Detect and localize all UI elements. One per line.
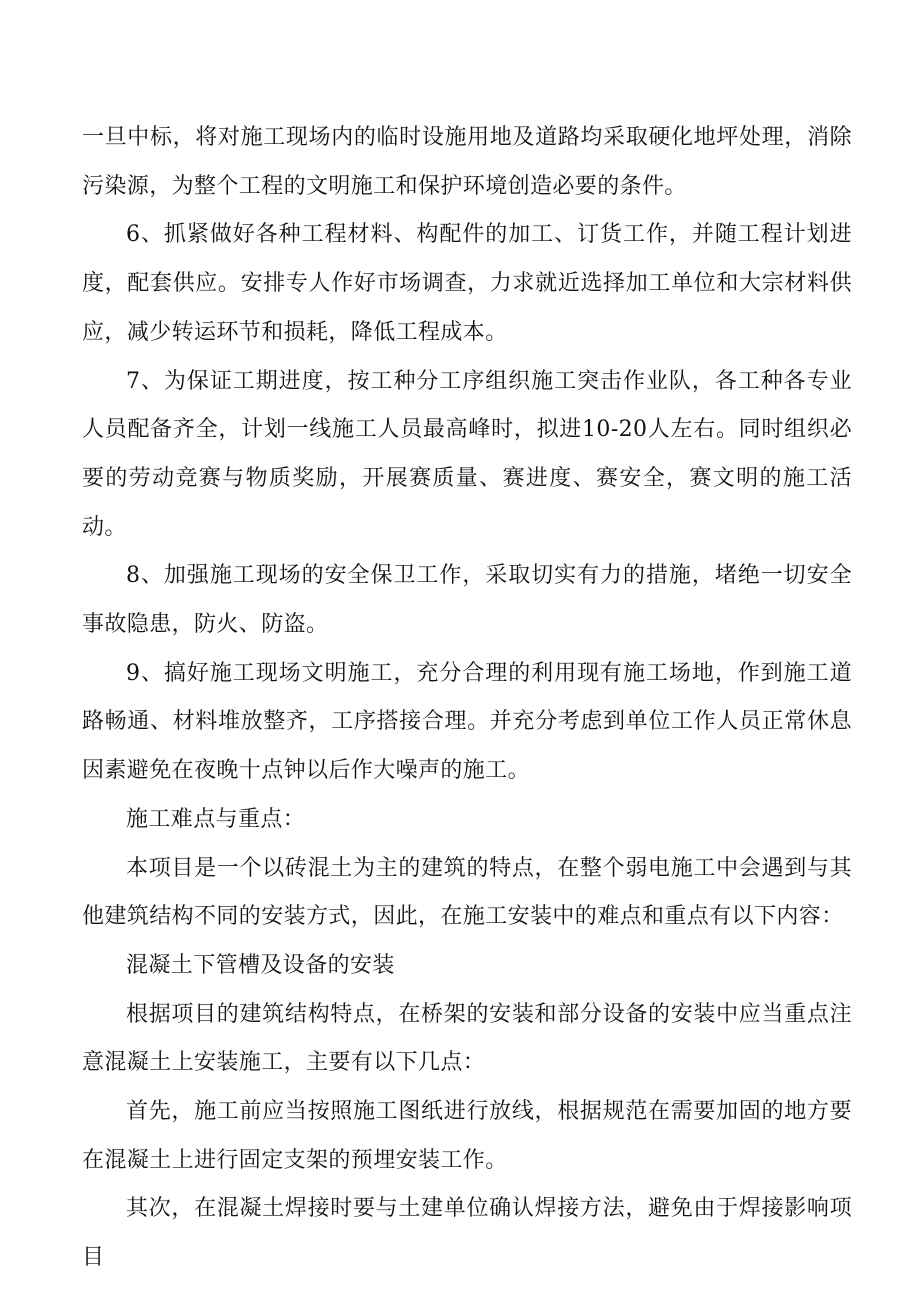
paragraph-item-8: 8、加强施工现场的安全保卫工作，采取切实有力的措施，堵绝一切安全事故隐患，防火、防盗。: [82, 563, 852, 638]
paragraph-second: 其次，在混凝土焊接时要与土建单位确认焊接方法，避免由于焊接影响项目: [82, 1196, 852, 1271]
section-heading-difficulties: 施工难点与重点：: [126, 806, 306, 832]
document-body: [82, 114, 852, 1283]
paragraph-project-intro: 本项目是一个以砖混土为主的建筑的特点，在整个弱电施工中会遇到与其他建筑结构不同的安装方式，因此，在施工安装中的难点和重点有以下内容：: [82, 855, 852, 930]
paragraph-first: 首先，施工前应当按照施工图纸进行放线，根据规范在需要加固的地方要在混凝土上进行固定支架的预埋安装工作。: [82, 1099, 852, 1173]
paragraph-item-7: 7、为保证工期进度，按工种分工序组织施工突击作业队，各工种各专业人员配备齐全，计划一线施工人员最高峰时，拟进10-20人左右。同时组织必要的劳动竞赛与物质奖励，开展赛质量、赛进度、赛安全，赛文明的施工活动。: [82, 368, 852, 540]
paragraph-item-9: 9、搞好施工现场文明施工，充分合理的利用现有施工场地，作到施工道路畅通、材料堆放整齐，工序搭接合理。并充分考虑到单位工作人员正常休息因素避免在夜晚十点钟以后作大噪声的施工。: [82, 660, 852, 784]
section-heading-concrete: 混凝土下管槽及设备的安装: [126, 952, 395, 978]
paragraph-continuation: 一旦中标，将对施工现场内的临时设施用地及道路均采取硬化地坪处理，消除污染源，为整个工程的文明施工和保护环境创造必要的条件。: [82, 125, 852, 199]
paragraph-item-6: 6、抓紧做好各种工程材料、构配件的加工、订货工作，并随工程计划进度，配套供应。安排专人作好市场调查，力求就近选择加工单位和大宗材料供应，减少转运环节和损耗，降低工程成本。: [82, 222, 852, 345]
paragraph-structure-notes: 根据项目的建筑结构特点，在桥架的安装和部分设备的安装中应当重点注意混凝土上安装施工，主要有以下几点：: [82, 1001, 852, 1076]
